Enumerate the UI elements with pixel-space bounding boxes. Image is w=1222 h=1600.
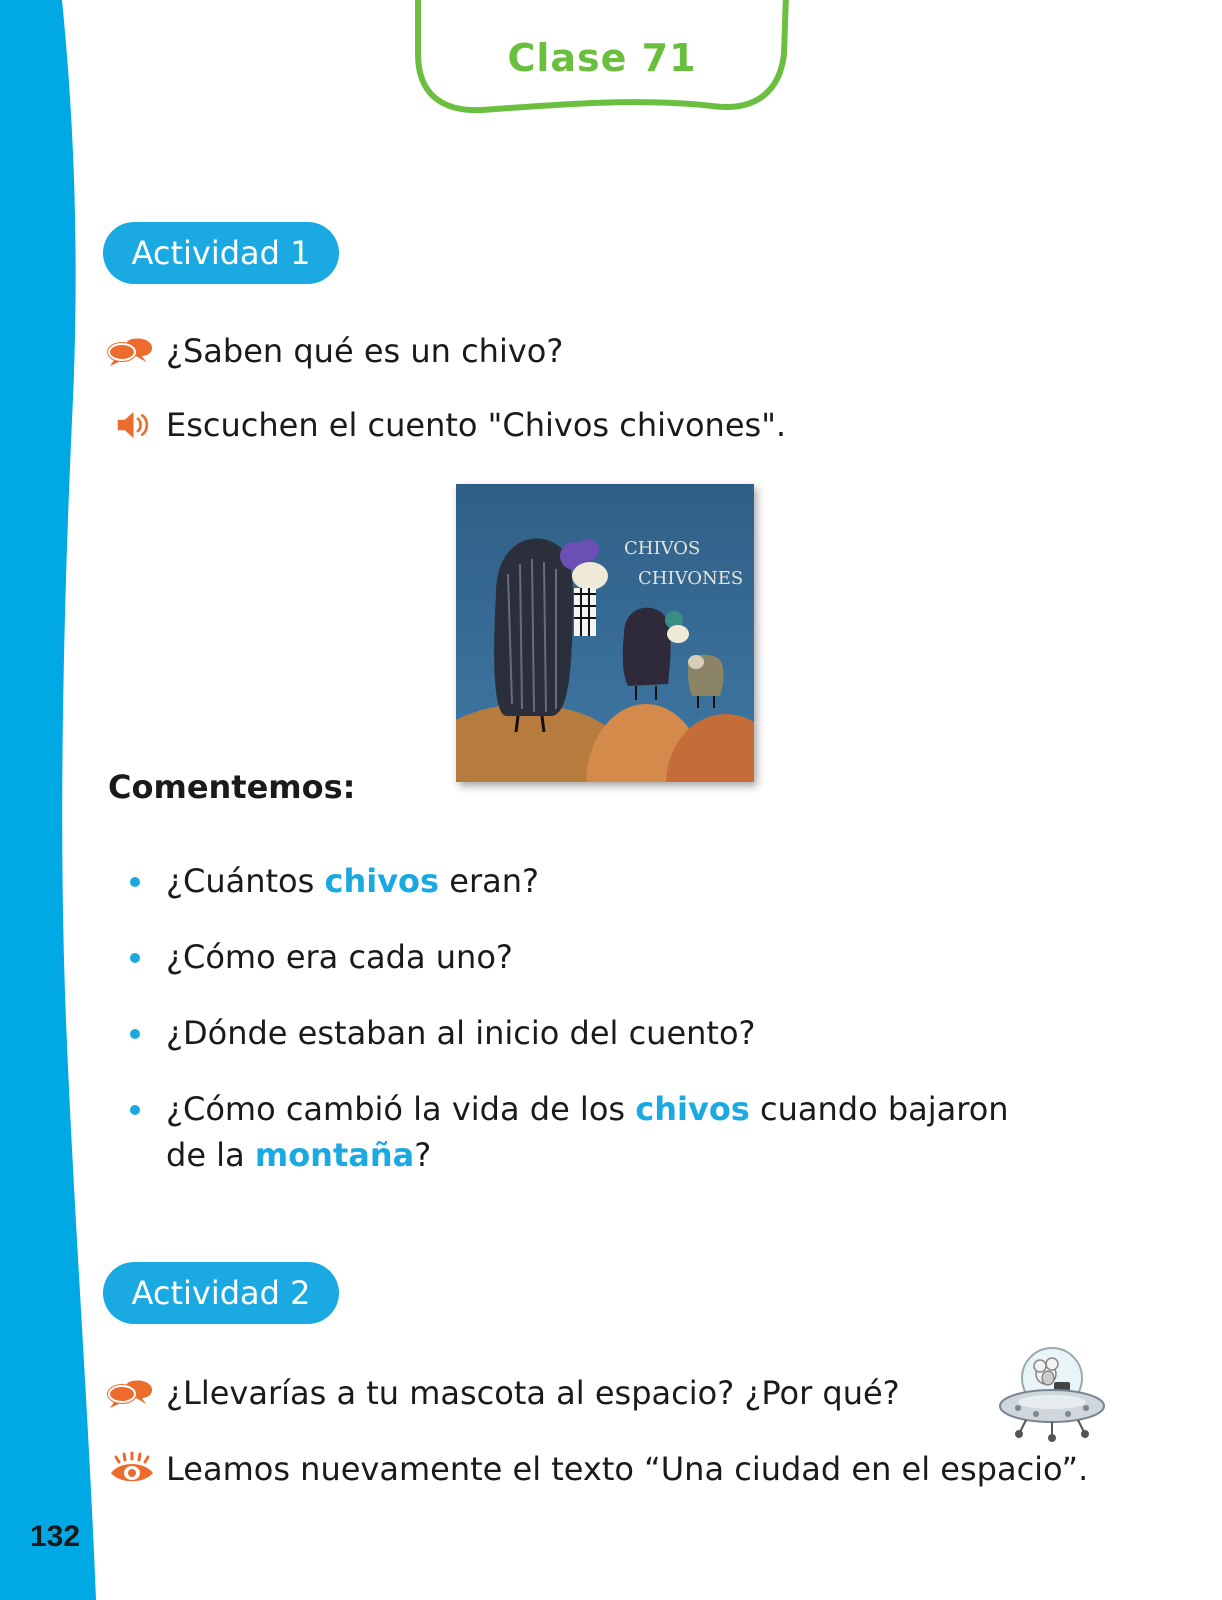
instruction-read [106,1444,1088,1494]
spaceship-sheep-illustration [996,1340,1108,1452]
list-item: ¿Dónde estaban al inicio del cuento? [124,1010,1024,1056]
instruction-text: Leamos nuevamente el texto “Una ciudad en el espacio”. [166,1450,1089,1488]
instruction-text: Escuchen el cuento "Chivos chivones". [166,406,787,444]
list-item: ¿Cuántos chivos eran? [124,858,1024,904]
class-title: Clase 71 [507,36,697,80]
activity-2-label: Actividad 2 [103,1262,339,1324]
instruction-text: ¿Saben qué es un chivo? [166,332,564,370]
activity-1-label: Actividad 1 [103,222,339,284]
instruction-talk [106,326,563,376]
instruction-listen [106,400,786,450]
book-cover-title-line1: CHIVOS [624,538,701,559]
instruction-talk [106,1368,900,1418]
speaker-icon [106,405,158,445]
list-item: ¿Cómo era cada uno? [124,934,1024,980]
instruction-text: ¿Llevarías a tu mascota al espacio? ¿Por qué? [166,1374,900,1412]
question-list [124,858,1024,1208]
list-item: ¿Cómo cambió la vida de los chivos cuando bajaron de la montaña? [124,1086,1024,1178]
comment-title: Comentemos: [108,768,356,806]
speech-bubbles-icon [106,1373,158,1413]
eye-icon [106,1449,158,1489]
highlighted-word: montaña [254,1136,415,1174]
book-cover-image [456,484,754,782]
side-band [0,0,110,1600]
speech-bubbles-icon [106,331,158,371]
book-cover-title-line2: CHIVONES [638,568,744,589]
page-number: 132 [30,1520,81,1553]
highlighted-word: chivos [324,862,440,900]
highlighted-word: chivos [635,1090,750,1128]
